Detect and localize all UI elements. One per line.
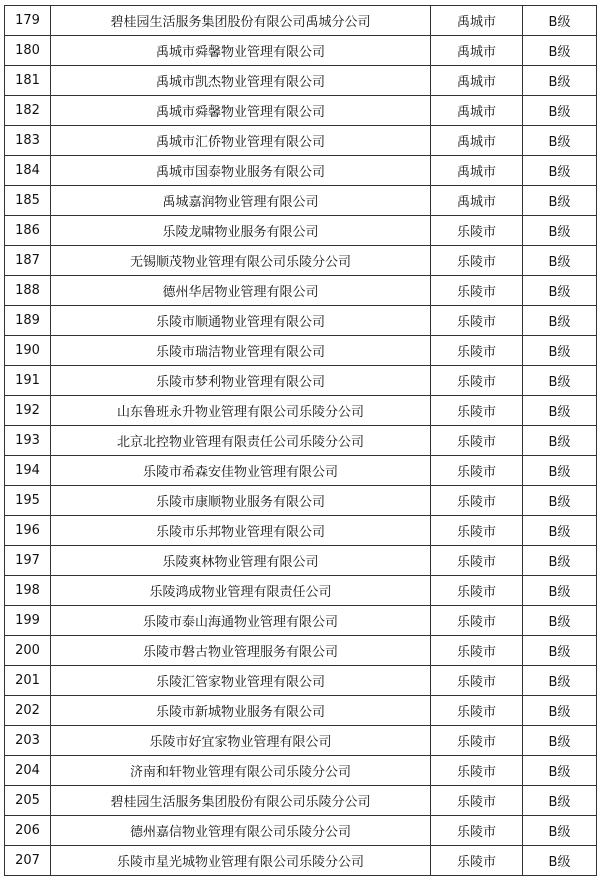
table-row bbox=[5, 276, 597, 306]
grade-value: B级 bbox=[523, 546, 597, 576]
table-row bbox=[5, 786, 597, 816]
grade-value: B级 bbox=[523, 816, 597, 846]
row-number: 202 bbox=[5, 696, 51, 726]
city-name: 乐陵市 bbox=[431, 456, 523, 486]
grade-value: B级 bbox=[523, 6, 597, 36]
row-number: 194 bbox=[5, 456, 51, 486]
grade-value: B级 bbox=[523, 36, 597, 66]
city-name: 乐陵市 bbox=[431, 636, 523, 666]
company-name: 乐陵市希森安佳物业管理有限公司 bbox=[51, 456, 431, 486]
grade-value: B级 bbox=[523, 366, 597, 396]
table-row bbox=[5, 6, 597, 36]
company-grade-table bbox=[4, 5, 597, 876]
grade-value: B级 bbox=[523, 186, 597, 216]
city-name: 乐陵市 bbox=[431, 546, 523, 576]
grade-value: B级 bbox=[523, 726, 597, 756]
company-name: 山东鲁班永升物业管理有限公司乐陵分公司 bbox=[51, 396, 431, 426]
row-number: 199 bbox=[5, 606, 51, 636]
company-name: 禹城嘉润物业管理有限公司 bbox=[51, 186, 431, 216]
company-name: 乐陵鸿成物业管理有限责任公司 bbox=[51, 576, 431, 606]
grade-value: B级 bbox=[523, 306, 597, 336]
city-name: 乐陵市 bbox=[431, 696, 523, 726]
city-name: 乐陵市 bbox=[431, 426, 523, 456]
table-row bbox=[5, 456, 597, 486]
grade-value: B级 bbox=[523, 636, 597, 666]
row-number: 191 bbox=[5, 366, 51, 396]
city-name: 禹城市 bbox=[431, 126, 523, 156]
row-number: 198 bbox=[5, 576, 51, 606]
company-name: 乐陵市瑞洁物业管理有限公司 bbox=[51, 336, 431, 366]
table-row bbox=[5, 366, 597, 396]
company-name: 乐陵市星光城物业管理有限公司乐陵分公司 bbox=[51, 846, 431, 876]
row-number: 190 bbox=[5, 336, 51, 366]
table-row bbox=[5, 36, 597, 66]
grade-value: B级 bbox=[523, 336, 597, 366]
city-name: 乐陵市 bbox=[431, 846, 523, 876]
table-row bbox=[5, 246, 597, 276]
company-name: 乐陵龙啸物业服务有限公司 bbox=[51, 216, 431, 246]
grade-value: B级 bbox=[523, 666, 597, 696]
table-row bbox=[5, 186, 597, 216]
company-name: 乐陵市康顺物业服务有限公司 bbox=[51, 486, 431, 516]
row-number: 188 bbox=[5, 276, 51, 306]
company-name: 乐陵市梦利物业管理有限公司 bbox=[51, 366, 431, 396]
city-name: 乐陵市 bbox=[431, 246, 523, 276]
table-row bbox=[5, 546, 597, 576]
table-row bbox=[5, 216, 597, 246]
city-name: 禹城市 bbox=[431, 186, 523, 216]
row-number: 185 bbox=[5, 186, 51, 216]
row-number: 200 bbox=[5, 636, 51, 666]
table-row bbox=[5, 66, 597, 96]
grade-value: B级 bbox=[523, 426, 597, 456]
grade-value: B级 bbox=[523, 276, 597, 306]
table-row bbox=[5, 666, 597, 696]
city-name: 乐陵市 bbox=[431, 786, 523, 816]
table-row bbox=[5, 636, 597, 666]
table-body bbox=[5, 6, 597, 876]
table-row bbox=[5, 516, 597, 546]
company-name: 乐陵市乐邦物业管理有限公司 bbox=[51, 516, 431, 546]
table-row bbox=[5, 696, 597, 726]
row-number: 181 bbox=[5, 66, 51, 96]
company-name: 乐陵汇管家物业管理有限公司 bbox=[51, 666, 431, 696]
city-name: 乐陵市 bbox=[431, 666, 523, 696]
grade-value: B级 bbox=[523, 576, 597, 606]
table-row bbox=[5, 486, 597, 516]
grade-value: B级 bbox=[523, 846, 597, 876]
table-row bbox=[5, 156, 597, 186]
company-name: 碧桂园生活服务集团股份有限公司乐陵分公司 bbox=[51, 786, 431, 816]
grade-value: B级 bbox=[523, 96, 597, 126]
row-number: 183 bbox=[5, 126, 51, 156]
grade-value: B级 bbox=[523, 156, 597, 186]
table-row bbox=[5, 336, 597, 366]
city-name: 乐陵市 bbox=[431, 726, 523, 756]
table-row bbox=[5, 756, 597, 786]
company-name: 禹城市舜馨物业管理有限公司 bbox=[51, 96, 431, 126]
city-name: 禹城市 bbox=[431, 96, 523, 126]
company-name: 乐陵市顺通物业管理有限公司 bbox=[51, 306, 431, 336]
city-name: 禹城市 bbox=[431, 66, 523, 96]
company-name: 德州华居物业管理有限公司 bbox=[51, 276, 431, 306]
company-name: 乐陵市泰山海通物业管理有限公司 bbox=[51, 606, 431, 636]
grade-value: B级 bbox=[523, 696, 597, 726]
company-name: 济南和轩物业管理有限公司乐陵分公司 bbox=[51, 756, 431, 786]
city-name: 乐陵市 bbox=[431, 366, 523, 396]
grade-value: B级 bbox=[523, 606, 597, 636]
row-number: 186 bbox=[5, 216, 51, 246]
city-name: 乐陵市 bbox=[431, 396, 523, 426]
company-name: 禹城市舜馨物业管理有限公司 bbox=[51, 36, 431, 66]
row-number: 206 bbox=[5, 816, 51, 846]
table-row bbox=[5, 726, 597, 756]
row-number: 179 bbox=[5, 6, 51, 36]
grade-value: B级 bbox=[523, 456, 597, 486]
city-name: 禹城市 bbox=[431, 156, 523, 186]
company-name: 北京北控物业管理有限责任公司乐陵分公司 bbox=[51, 426, 431, 456]
company-name: 碧桂园生活服务集团股份有限公司禹城分公司 bbox=[51, 6, 431, 36]
row-number: 187 bbox=[5, 246, 51, 276]
grade-value: B级 bbox=[523, 396, 597, 426]
city-name: 乐陵市 bbox=[431, 276, 523, 306]
table-row bbox=[5, 816, 597, 846]
company-name: 乐陵市好宜家物业管理有限公司 bbox=[51, 726, 431, 756]
city-name: 乐陵市 bbox=[431, 576, 523, 606]
company-name: 乐陵爽林物业管理有限公司 bbox=[51, 546, 431, 576]
grade-value: B级 bbox=[523, 216, 597, 246]
city-name: 禹城市 bbox=[431, 36, 523, 66]
grade-value: B级 bbox=[523, 786, 597, 816]
row-number: 196 bbox=[5, 516, 51, 546]
row-number: 205 bbox=[5, 786, 51, 816]
table-row bbox=[5, 576, 597, 606]
row-number: 180 bbox=[5, 36, 51, 66]
city-name: 乐陵市 bbox=[431, 816, 523, 846]
row-number: 184 bbox=[5, 156, 51, 186]
grade-value: B级 bbox=[523, 126, 597, 156]
company-name: 禹城市汇侨物业管理有限公司 bbox=[51, 126, 431, 156]
company-name: 无锡顺茂物业管理有限公司乐陵分公司 bbox=[51, 246, 431, 276]
city-name: 乐陵市 bbox=[431, 486, 523, 516]
table-row bbox=[5, 396, 597, 426]
table-row bbox=[5, 126, 597, 156]
grade-value: B级 bbox=[523, 246, 597, 276]
table-row bbox=[5, 426, 597, 456]
table-row bbox=[5, 96, 597, 126]
grade-value: B级 bbox=[523, 756, 597, 786]
row-number: 189 bbox=[5, 306, 51, 336]
city-name: 乐陵市 bbox=[431, 306, 523, 336]
city-name: 乐陵市 bbox=[431, 216, 523, 246]
company-name: 禹城市国泰物业服务有限公司 bbox=[51, 156, 431, 186]
company-name: 乐陵市磐古物业管理服务有限公司 bbox=[51, 636, 431, 666]
company-name: 禹城市凯杰物业管理有限公司 bbox=[51, 66, 431, 96]
grade-value: B级 bbox=[523, 516, 597, 546]
row-number: 207 bbox=[5, 846, 51, 876]
row-number: 195 bbox=[5, 486, 51, 516]
grade-value: B级 bbox=[523, 66, 597, 96]
grade-value: B级 bbox=[523, 486, 597, 516]
company-name: 德州嘉信物业管理有限公司乐陵分公司 bbox=[51, 816, 431, 846]
table-row bbox=[5, 306, 597, 336]
city-name: 乐陵市 bbox=[431, 756, 523, 786]
row-number: 182 bbox=[5, 96, 51, 126]
row-number: 201 bbox=[5, 666, 51, 696]
row-number: 193 bbox=[5, 426, 51, 456]
row-number: 192 bbox=[5, 396, 51, 426]
table-row bbox=[5, 846, 597, 876]
row-number: 203 bbox=[5, 726, 51, 756]
row-number: 204 bbox=[5, 756, 51, 786]
city-name: 乐陵市 bbox=[431, 516, 523, 546]
city-name: 乐陵市 bbox=[431, 336, 523, 366]
city-name: 禹城市 bbox=[431, 6, 523, 36]
city-name: 乐陵市 bbox=[431, 606, 523, 636]
row-number: 197 bbox=[5, 546, 51, 576]
company-name: 乐陵市新城物业服务有限公司 bbox=[51, 696, 431, 726]
table-row bbox=[5, 606, 597, 636]
